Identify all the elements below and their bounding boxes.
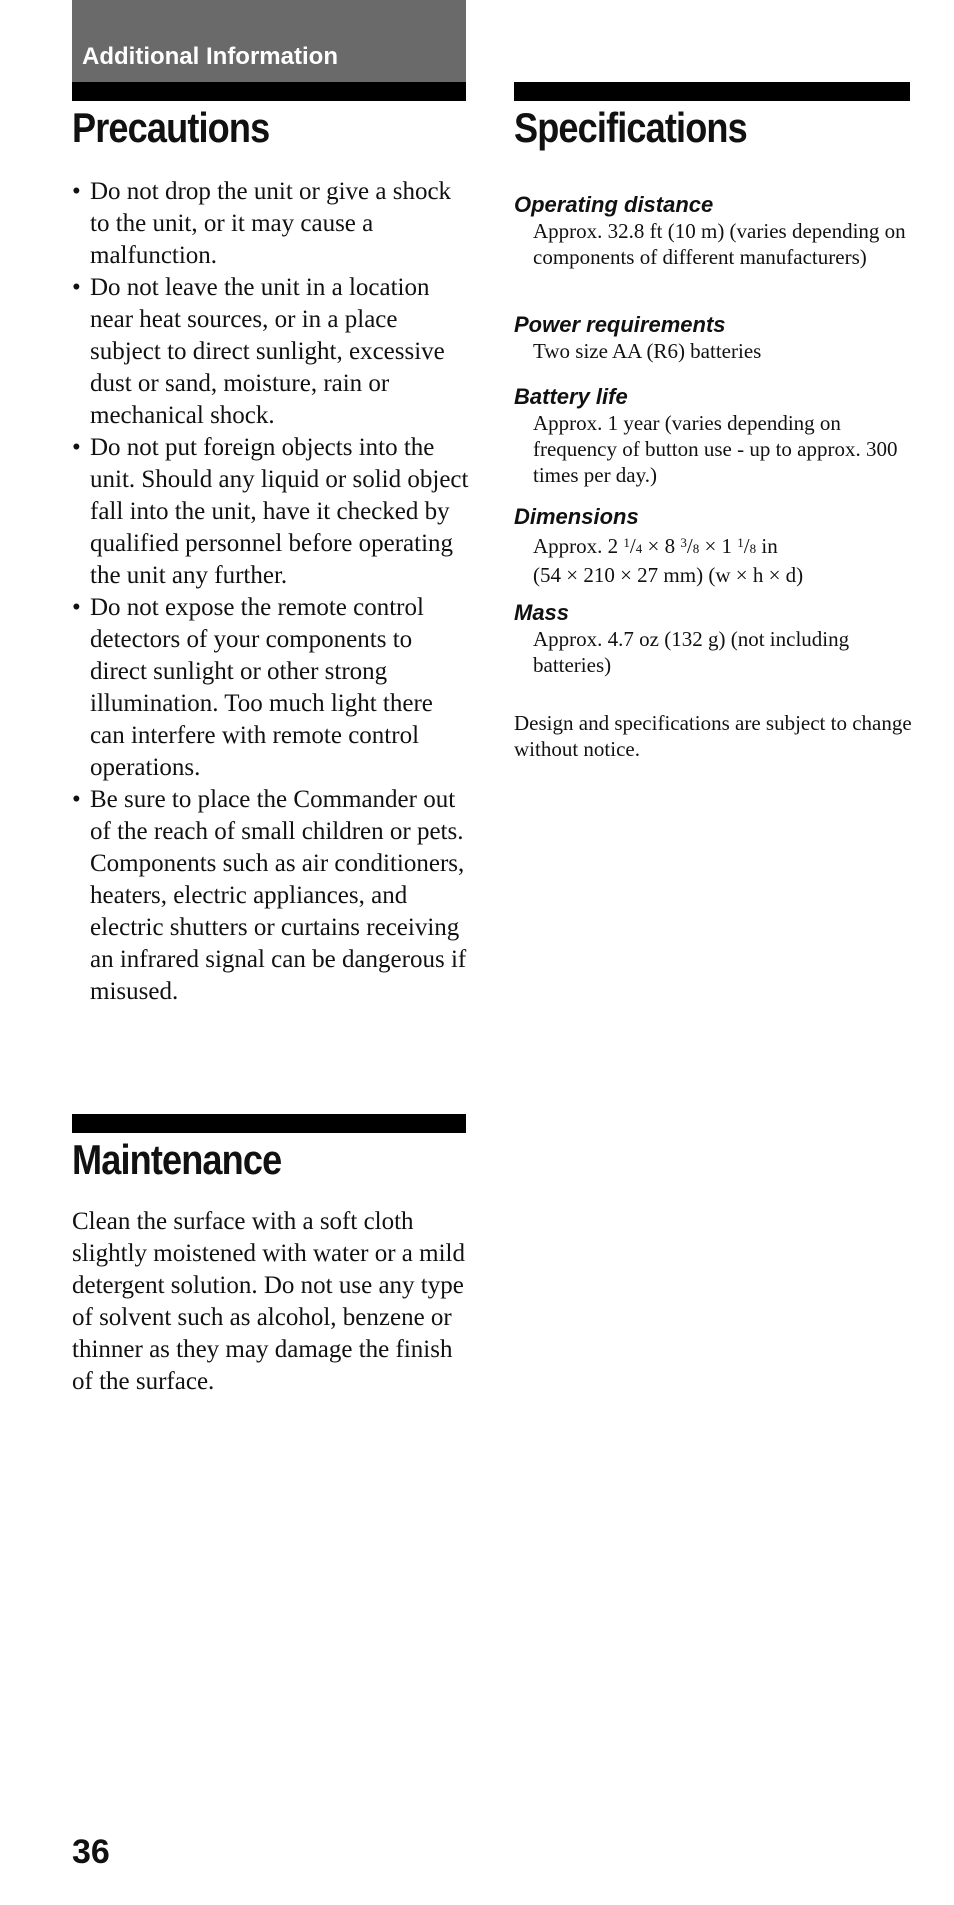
precaution-item: [72, 784, 472, 1008]
spec-power-requirements: [514, 312, 914, 364]
spec-value: [514, 530, 914, 588]
bullet-icon: •: [72, 178, 81, 205]
spec-operating-distance: [514, 192, 914, 270]
precautions-list: [72, 176, 472, 1008]
spec-value: Approx. 4.7 oz (132 g) (not including batteries): [533, 627, 850, 677]
precaution-text: Be sure to place the Commander out of the reach of small children or pets. Components such as air conditioners, heaters, electric appliances, and electric shutters or curtains receiving an infrared signal can be dangerous if misused.: [90, 786, 467, 1005]
section-tab: [72, 0, 466, 82]
precaution-text: Do not drop the unit or give a shock to the unit, or it may cause a malfunction.: [90, 178, 452, 269]
precautions-rule: [72, 82, 466, 101]
spec-label: Operating distance: [514, 192, 714, 217]
precaution-text: Do not expose the remote control detectors of your components to direct sunlight or other strong illumination. Too much light there can interfere with remote control operations.: [90, 594, 433, 781]
precautions-heading: Precautions: [72, 104, 270, 151]
precaution-item: [72, 176, 472, 272]
section-tab-label: Additional Information: [82, 43, 338, 70]
bullet-icon: •: [72, 786, 81, 813]
page-number: 36: [72, 1833, 110, 1871]
specifications-heading: Specifications: [514, 104, 747, 151]
maintenance-text: Clean the surface with a soft cloth slightly moistened with water or a mild detergent solution. Do not use any type of solvent such as alcohol, benzene or thinner as they may damage the finish of the surface.: [72, 1208, 465, 1395]
bullet-icon: •: [72, 434, 81, 461]
dimensions-mm: (54 × 210 × 27 mm) (w × h × d): [533, 563, 804, 587]
spec-mass: [514, 600, 914, 678]
spec-value: Approx. 32.8 ft (10 m) (varies depending on components of different manufacturers): [533, 219, 906, 269]
spec-label: Battery life: [514, 384, 628, 409]
maintenance-rule: [72, 1114, 466, 1133]
precaution-text: Do not leave the unit in a location near heat sources, or in a place subject to direct sunlight, excessive dust or sand, moisture, rain or mechanical shock.: [90, 274, 445, 429]
maintenance-heading: Maintenance: [72, 1136, 282, 1183]
spec-label: Power requirements: [514, 312, 726, 337]
bullet-icon: •: [72, 594, 81, 621]
bullet-icon: •: [72, 274, 81, 301]
spec-dimensions: [514, 504, 914, 588]
specifications-note: Design and specifications are subject to change without notice.: [514, 711, 912, 761]
precaution-text: Do not put foreign objects into the unit. Should any liquid or solid object fall into the unit, have it checked by qualified personnel before operating the unit any further.: [90, 434, 469, 589]
precaution-item: [72, 432, 472, 592]
spec-label: Dimensions: [514, 504, 639, 529]
spec-battery-life: [514, 384, 914, 488]
spec-value: Two size AA (R6) batteries: [533, 339, 762, 363]
spec-value: Approx. 1 year (varies depending on frequency of button use - up to approx. 300 times per day.): [533, 411, 898, 487]
specifications-rule: [514, 82, 910, 101]
spec-label: Mass: [514, 600, 570, 625]
precaution-item: [72, 592, 472, 784]
precaution-item: [72, 272, 472, 432]
dimensions-inches: Approx. 2 $^1$/4 × 8 $^3$/8 × 1 $^1$/8 in: [533, 534, 778, 558]
